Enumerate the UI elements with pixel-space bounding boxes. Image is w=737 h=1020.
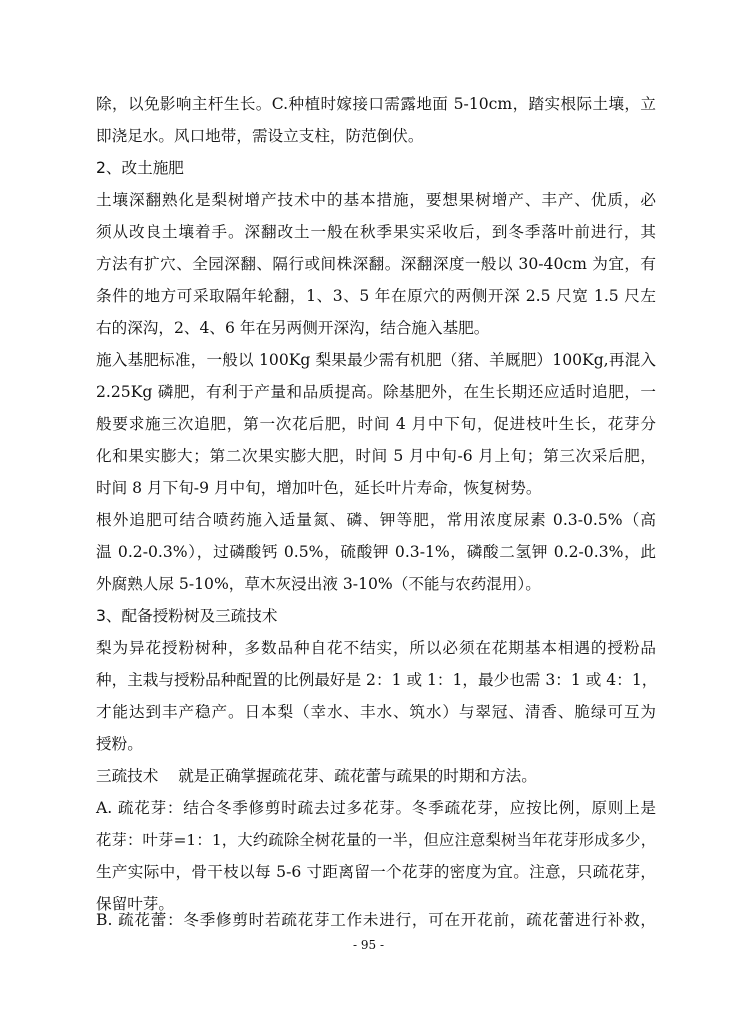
section-heading: 2、改土施肥	[96, 159, 184, 177]
text-line: 外腐熟人尿 5-10%，草木灰浸出液 3-10%（不能与农药混用）。	[96, 575, 541, 593]
text-line: 三疏技术 就是正确掌握疏花芽、疏花蕾与疏果的时期和方法。	[96, 767, 537, 785]
text-line: 花芽：叶芽=1：1，大约疏除全树花量的一半，但应注意梨树当年花芽形成多少，	[96, 831, 656, 849]
text-line: 2.25Kg 磷肥，有利于产量和品质提高。除基肥外，在生长期还应适时追肥，一	[96, 383, 656, 401]
text-line: 即浇足水。风口地带，需设立支柱，防范倒伏。	[96, 127, 424, 145]
text-line: 除，以免影响主杆生长。C.种植时嫁接口需露地面 5-10cm，踏实根际土壤，立	[96, 95, 656, 113]
text-line: 方法有扩穴、全园深翻、隔行或间株深翻。深翻深度一般以 30-40cm 为宜，有	[96, 255, 656, 273]
text-line: B. 疏花蕾：冬季修剪时若疏花芽工作未进行，可在开花前，疏花蕾进行补救，	[96, 911, 656, 929]
text-line: 温 0.2-0.3%），过磷酸钙 0.5%，硫酸钾 0.3-1%，磷酸二氢钾 0.2-0.3%，此	[96, 543, 656, 561]
text-line: 保留叶芽。	[96, 895, 174, 913]
text-line: 土壤深翻熟化是梨树增产技术中的基本措施，要想果树增产、丰产、优质，必	[96, 191, 656, 209]
text-line: 条件的地方可采取隔年轮翻，1、3、5 年在原穴的两侧开深 2.5 尺宽 1.5 尺左	[96, 287, 656, 305]
text-line: 种，主栽与授粉品种配置的比例最好是 2：1 或 1：1，最少也需 3：1 或 4：1，	[96, 671, 658, 689]
section-heading: 3、配备授粉树及三疏技术	[96, 607, 278, 625]
text-line: 才能达到丰产稳产。日本梨（幸水、丰水、筑水）与翠冠、清香、脆绿可互为	[96, 703, 656, 721]
text-line: 梨为异花授粉树种，多数品种自花不结实，所以必须在花期基本相遇的授粉品	[96, 639, 656, 657]
text-line: 须从改良土壤着手。深翻改土一般在秋季果实采收后，到冬季落叶前进行，其	[96, 223, 656, 241]
text-line: 右的深沟，2、4、6 年在另两侧开深沟，结合施入基肥。	[96, 319, 490, 337]
text-line: 化和果实膨大；第二次果实膨大肥，时间 5 月中旬-6 月上旬；第三次采后肥，	[96, 447, 656, 465]
text-line: A. 疏花芽：结合冬季修剪时疏去过多花芽。冬季疏花芽，应按比例，原则上是	[96, 799, 656, 817]
text-line: 生产实际中，骨干枝以每 5-6 寸距离留一个花芽的密度为宜。注意，只疏花芽，	[96, 863, 656, 881]
text-line: 施入基肥标准，一般以 100Kg 梨果最少需有机肥（猪、羊厩肥）100Kg,再混入	[96, 351, 656, 369]
text-line: 根外追肥可结合喷药施入适量氮、磷、钾等肥，常用浓度尿素 0.3-0.5%（高	[96, 511, 656, 529]
text-line: 般要求施三次追肥，第一次花后肥，时间 4 月中下旬，促进枝叶生长，花芽分	[96, 415, 656, 433]
page-number: - 95 -	[352, 938, 384, 952]
text-line: 时间 8 月下旬-9 月中旬，增加叶色，延长叶片寿命，恢复树势。	[96, 479, 542, 497]
text-line: 授粉。	[96, 735, 143, 753]
